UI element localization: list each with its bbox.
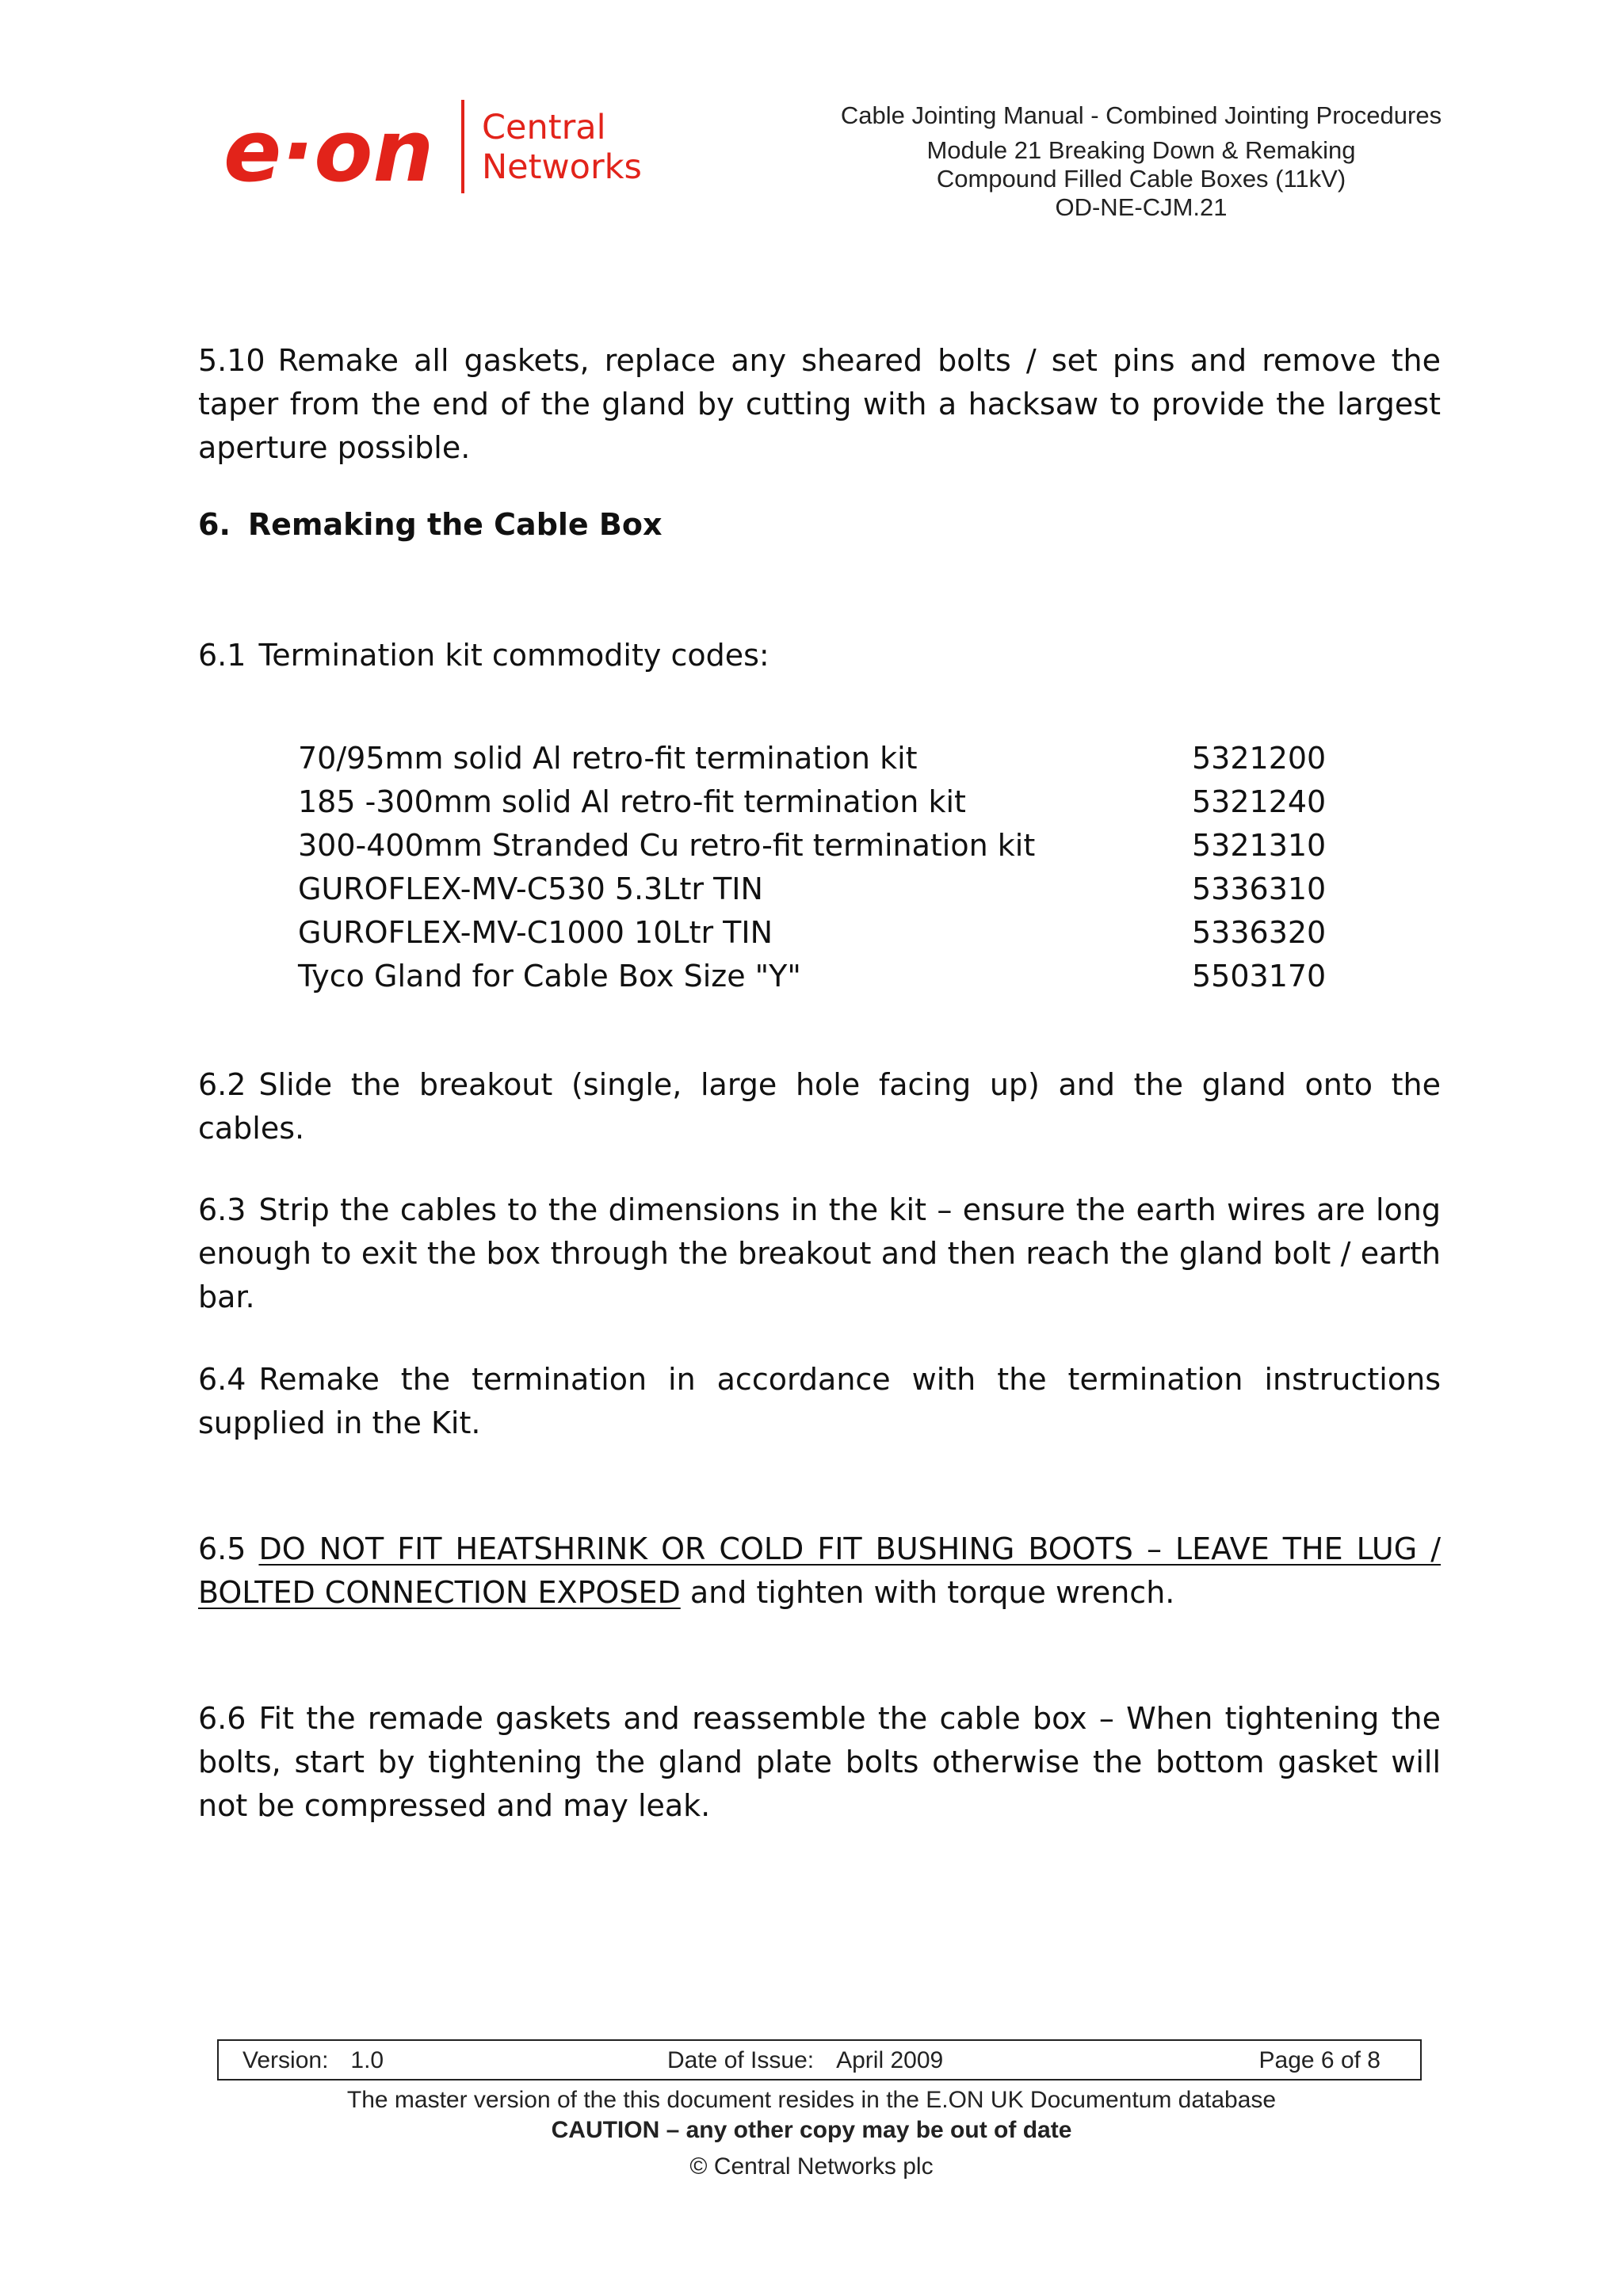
document-header xyxy=(777,100,1506,223)
footer-info-box xyxy=(217,2039,1422,2081)
kit-name: GUROFLEX-MV-C530 5.3Ltr TIN xyxy=(298,871,763,906)
version-label: Version: xyxy=(242,2047,329,2073)
date-value: April 2009 xyxy=(836,2047,944,2073)
paragraph-text: Strip the cables to the dimensions in the kit – ensure the earth wires are long enough to exit the box through the breakout and then reach the gland bolt / earth bar. xyxy=(198,1192,1441,1314)
footer-date-of-issue xyxy=(667,2047,943,2074)
paragraph-6-6 xyxy=(198,1697,1441,1828)
logo-word-networks: Networks xyxy=(482,147,642,187)
table-row xyxy=(298,955,1327,998)
paragraph-number: 6.1 xyxy=(198,638,246,673)
warning-underlined-text: DO NOT FIT HEATSHRINK OR COLD FIT BUSHING BOOTS – LEAVE THE LUG / BOLTED CONNECTION EXPOSED xyxy=(198,1531,1441,1610)
paragraph-number: 6.5 xyxy=(198,1531,246,1566)
footer-caution: CAUTION – any other copy may be out of date xyxy=(551,2117,1072,2143)
paragraph-6-5 xyxy=(198,1527,1441,1615)
kit-name: 185 -300mm solid Al retro-fit termination kit xyxy=(298,784,966,819)
eon-central-networks-logo xyxy=(223,100,651,195)
section-title: Remaking the Cable Box xyxy=(247,507,663,542)
kit-code: 5321310 xyxy=(1192,828,1327,863)
paragraph-text: Termination kit commodity codes: xyxy=(258,638,769,673)
eon-logo-icon xyxy=(223,108,445,195)
logo-divider xyxy=(461,100,464,193)
section-number: 6. xyxy=(198,507,231,542)
kit-code: 5321200 xyxy=(1192,741,1327,776)
footer-page-number: Page 6 of 8 xyxy=(1258,2047,1381,2073)
paragraph-text: Fit the remade gaskets and reassemble the cable box – When tightening the bolts, start by tightening the gland plate bolts otherwise the bottom gasket will not be compressed and may leak. xyxy=(198,1701,1441,1823)
paragraph-6-3 xyxy=(198,1188,1441,1319)
table-row xyxy=(298,911,1327,955)
paragraph-number: 6.2 xyxy=(198,1067,246,1102)
paragraph-text: Remake all gaskets, replace any sheared bolts / set pins and remove the taper from the end of the gland by cutting with a hacksaw to provide the largest aperture possible. xyxy=(198,343,1441,465)
version-value: 1.0 xyxy=(350,2047,384,2073)
date-label: Date of Issue: xyxy=(667,2047,815,2073)
kit-code: 5336320 xyxy=(1192,915,1327,950)
paragraph-number: 6.6 xyxy=(198,1701,246,1736)
header-document-code: OD-NE-CJM.21 xyxy=(1055,193,1228,221)
paragraph-6-2 xyxy=(198,1063,1441,1150)
paragraph-6-1 xyxy=(198,634,1441,677)
kit-code: 5503170 xyxy=(1192,959,1327,994)
svg-text:e·on: e·on xyxy=(223,108,434,195)
kit-code: 5336310 xyxy=(1192,871,1327,906)
section-heading xyxy=(198,507,663,542)
kit-code: 5321240 xyxy=(1192,784,1327,819)
paragraph-number: 6.3 xyxy=(198,1192,246,1227)
paragraph-number: 5.10 xyxy=(198,343,265,378)
kit-name: 70/95mm solid Al retro-fit termination kit xyxy=(298,741,918,776)
commodity-code-table xyxy=(298,737,1327,998)
paragraph-number: 6.4 xyxy=(198,1362,246,1397)
table-row xyxy=(298,824,1327,868)
table-row xyxy=(298,868,1327,911)
kit-name: Tyco Gland for Cable Box Size "Y" xyxy=(298,959,801,994)
footer-copyright: © Central Networks plc xyxy=(689,2153,934,2180)
kit-name: GUROFLEX-MV-C1000 10Ltr TIN xyxy=(298,915,773,950)
kit-name: 300-400mm Stranded Cu retro-fit termination kit xyxy=(298,828,1036,863)
logo-word-central: Central xyxy=(482,108,606,147)
footer-version xyxy=(242,2047,384,2074)
paragraph-6-4 xyxy=(198,1358,1441,1445)
footer-master-note: The master version of the this document resides in the E.ON UK Documentum database xyxy=(346,2087,1277,2113)
header-module-title: Module 21 Breaking Down & Remaking xyxy=(926,136,1356,164)
paragraph-text: Remake the termination in accordance with the termination instructions supplied in the Kit. xyxy=(198,1362,1441,1440)
table-row xyxy=(298,737,1327,780)
paragraph-text: Slide the breakout (single, large hole facing up) and the gland onto the cables. xyxy=(198,1067,1441,1146)
paragraph-text: and tighten with torque wrench. xyxy=(680,1575,1175,1610)
table-row xyxy=(298,780,1327,824)
paragraph-5-10 xyxy=(198,339,1441,470)
header-module-subtitle: Compound Filled Cable Boxes (11kV) xyxy=(936,165,1346,193)
header-manual-title: Cable Jointing Manual - Combined Jointing Procedures xyxy=(840,101,1442,129)
